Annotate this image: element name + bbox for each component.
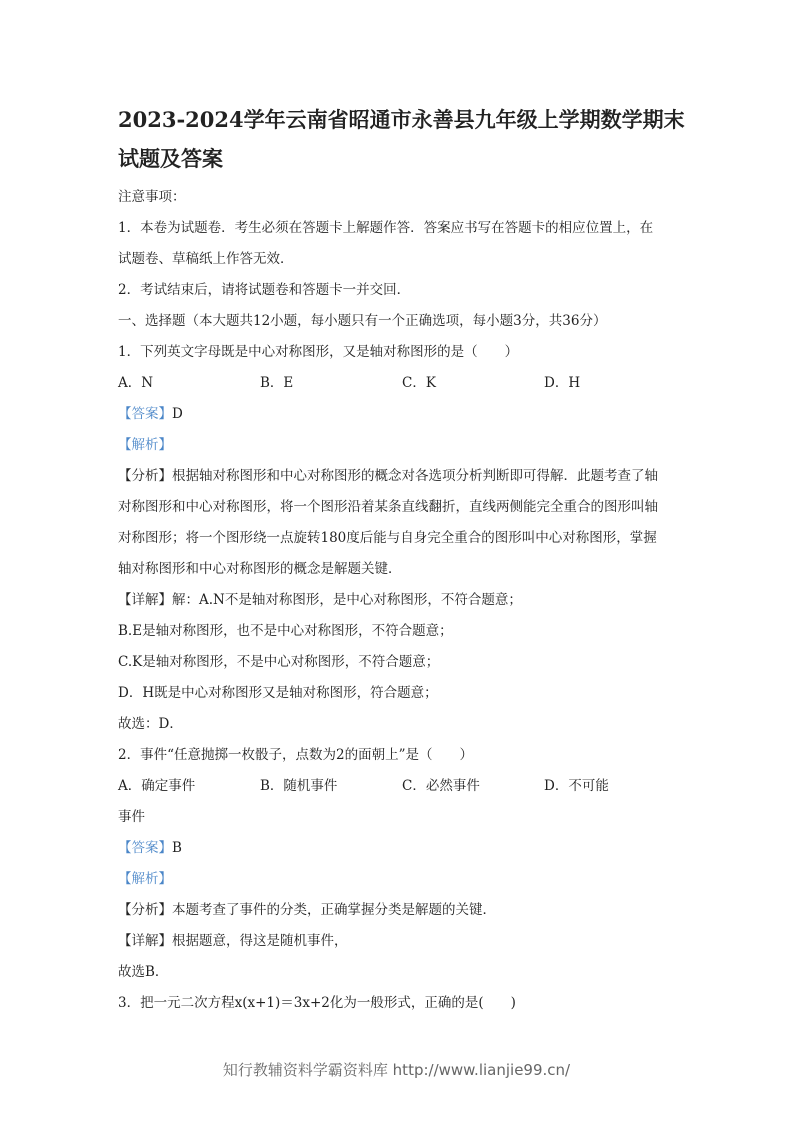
option-a: A．确定事件 <box>118 778 196 794</box>
answer-line <box>118 833 688 864</box>
xiangjie-tag: 【详解】 <box>118 933 172 949</box>
answer-value: B <box>172 840 182 856</box>
option-b: B．E <box>260 375 294 391</box>
document-title <box>118 100 698 178</box>
conclusion: 故选B． <box>118 964 169 980</box>
question-options <box>118 771 688 802</box>
xiangjie-text: 根据题意，得这是随机事件， <box>172 933 348 949</box>
document-body <box>118 182 688 1019</box>
question-stem: 2．事件“任意抛掷一枚骰子，点数为2的面朝上”是（ ） <box>118 747 473 763</box>
fenxi-tag: 【分析】 <box>118 902 172 918</box>
option-c: C．K <box>402 375 436 391</box>
option-wrap: 事件 <box>118 809 145 825</box>
title-line: 2023-2024学年云南省昭通市永善县九年级上学期数学期末 <box>118 107 685 132</box>
answer-tag: 【答案】 <box>118 840 172 856</box>
option-d: D．H <box>544 375 581 391</box>
option-d: D．不可能 <box>544 778 609 794</box>
notice-item: 1．本卷为试题卷．考生必须在答题卡上解题作答．答案应书写在答题卡的相应位置上，在 <box>118 220 654 236</box>
answer-tag: 【答案】 <box>118 406 172 422</box>
fenxi-tag: 【分析】 <box>118 468 172 484</box>
section-heading: 一、选择题（本大题共12小题，每小题只有一个正确选项，每小题3分，共36分） <box>118 313 607 329</box>
option-a: A．N <box>118 375 154 391</box>
question-stem: 1．下列英文字母既是中心对称图形，又是轴对称图形的是（ ） <box>118 344 519 360</box>
analysis-tag: 【解析】 <box>118 437 172 453</box>
fenxi-text: 对称图形；将一个图形绕一点旋转180度后能与自身完全重合的图形叫中心对称图形，掌握 <box>118 530 657 546</box>
fenxi-text: 对称图形和中心对称图形，将一个图形沿着某条直线翻折，直线两侧能完全重合的图形叫轴 <box>118 499 658 515</box>
question-stem: 3．把一元二次方程x(x+1)＝3x+2化为一般形式，正确的是( ) <box>118 995 516 1011</box>
option-c: C．必然事件 <box>402 778 480 794</box>
xiangjie-line <box>118 926 688 957</box>
xiangjie-text: C.K是轴对称图形，不是中心对称图形，不符合题意； <box>118 654 440 670</box>
fenxi-line <box>118 895 688 926</box>
notice-item: 2．考试结束后，请将试题卷和答题卡一并交回． <box>118 282 411 298</box>
answer-line <box>118 399 688 430</box>
notice-item: 试题卷、草稿纸上作答无效． <box>118 251 294 267</box>
title-line: 试题及答案 <box>118 146 223 171</box>
xiangjie-line <box>118 585 688 616</box>
xiangjie-text: 解：A.N不是轴对称图形，是中心对称图形，不符合题意； <box>172 592 522 608</box>
fenxi-line <box>118 461 688 492</box>
xiangjie-text: D．H既是中心对称图形又是轴对称图形，符合题意； <box>118 685 438 701</box>
question-options <box>118 368 688 399</box>
fenxi-text: 本题考查了事件的分类，正确掌握分类是解题的关键． <box>172 902 496 918</box>
xiangjie-tag: 【详解】 <box>118 592 172 608</box>
answer-value: D <box>172 406 183 422</box>
conclusion: 故选：D． <box>118 716 183 732</box>
analysis-tag: 【解析】 <box>118 871 172 887</box>
fenxi-text: 根据轴对称图形和中心对称图形的概念对各选项分析判断即可得解．此题考查了轴 <box>172 468 658 484</box>
fenxi-text: 轴对称图形和中心对称图形的概念是解题关键． <box>118 561 402 577</box>
option-b: B．随机事件 <box>260 778 338 794</box>
xiangjie-text: B.E是轴对称图形，也不是中心对称图形，不符合题意； <box>118 623 453 639</box>
footer-watermark: 知行教辅资料学霸资料库 http://www.lianjie99.cn/ <box>222 1061 571 1079</box>
notice-heading: 注意事项： <box>118 189 186 205</box>
